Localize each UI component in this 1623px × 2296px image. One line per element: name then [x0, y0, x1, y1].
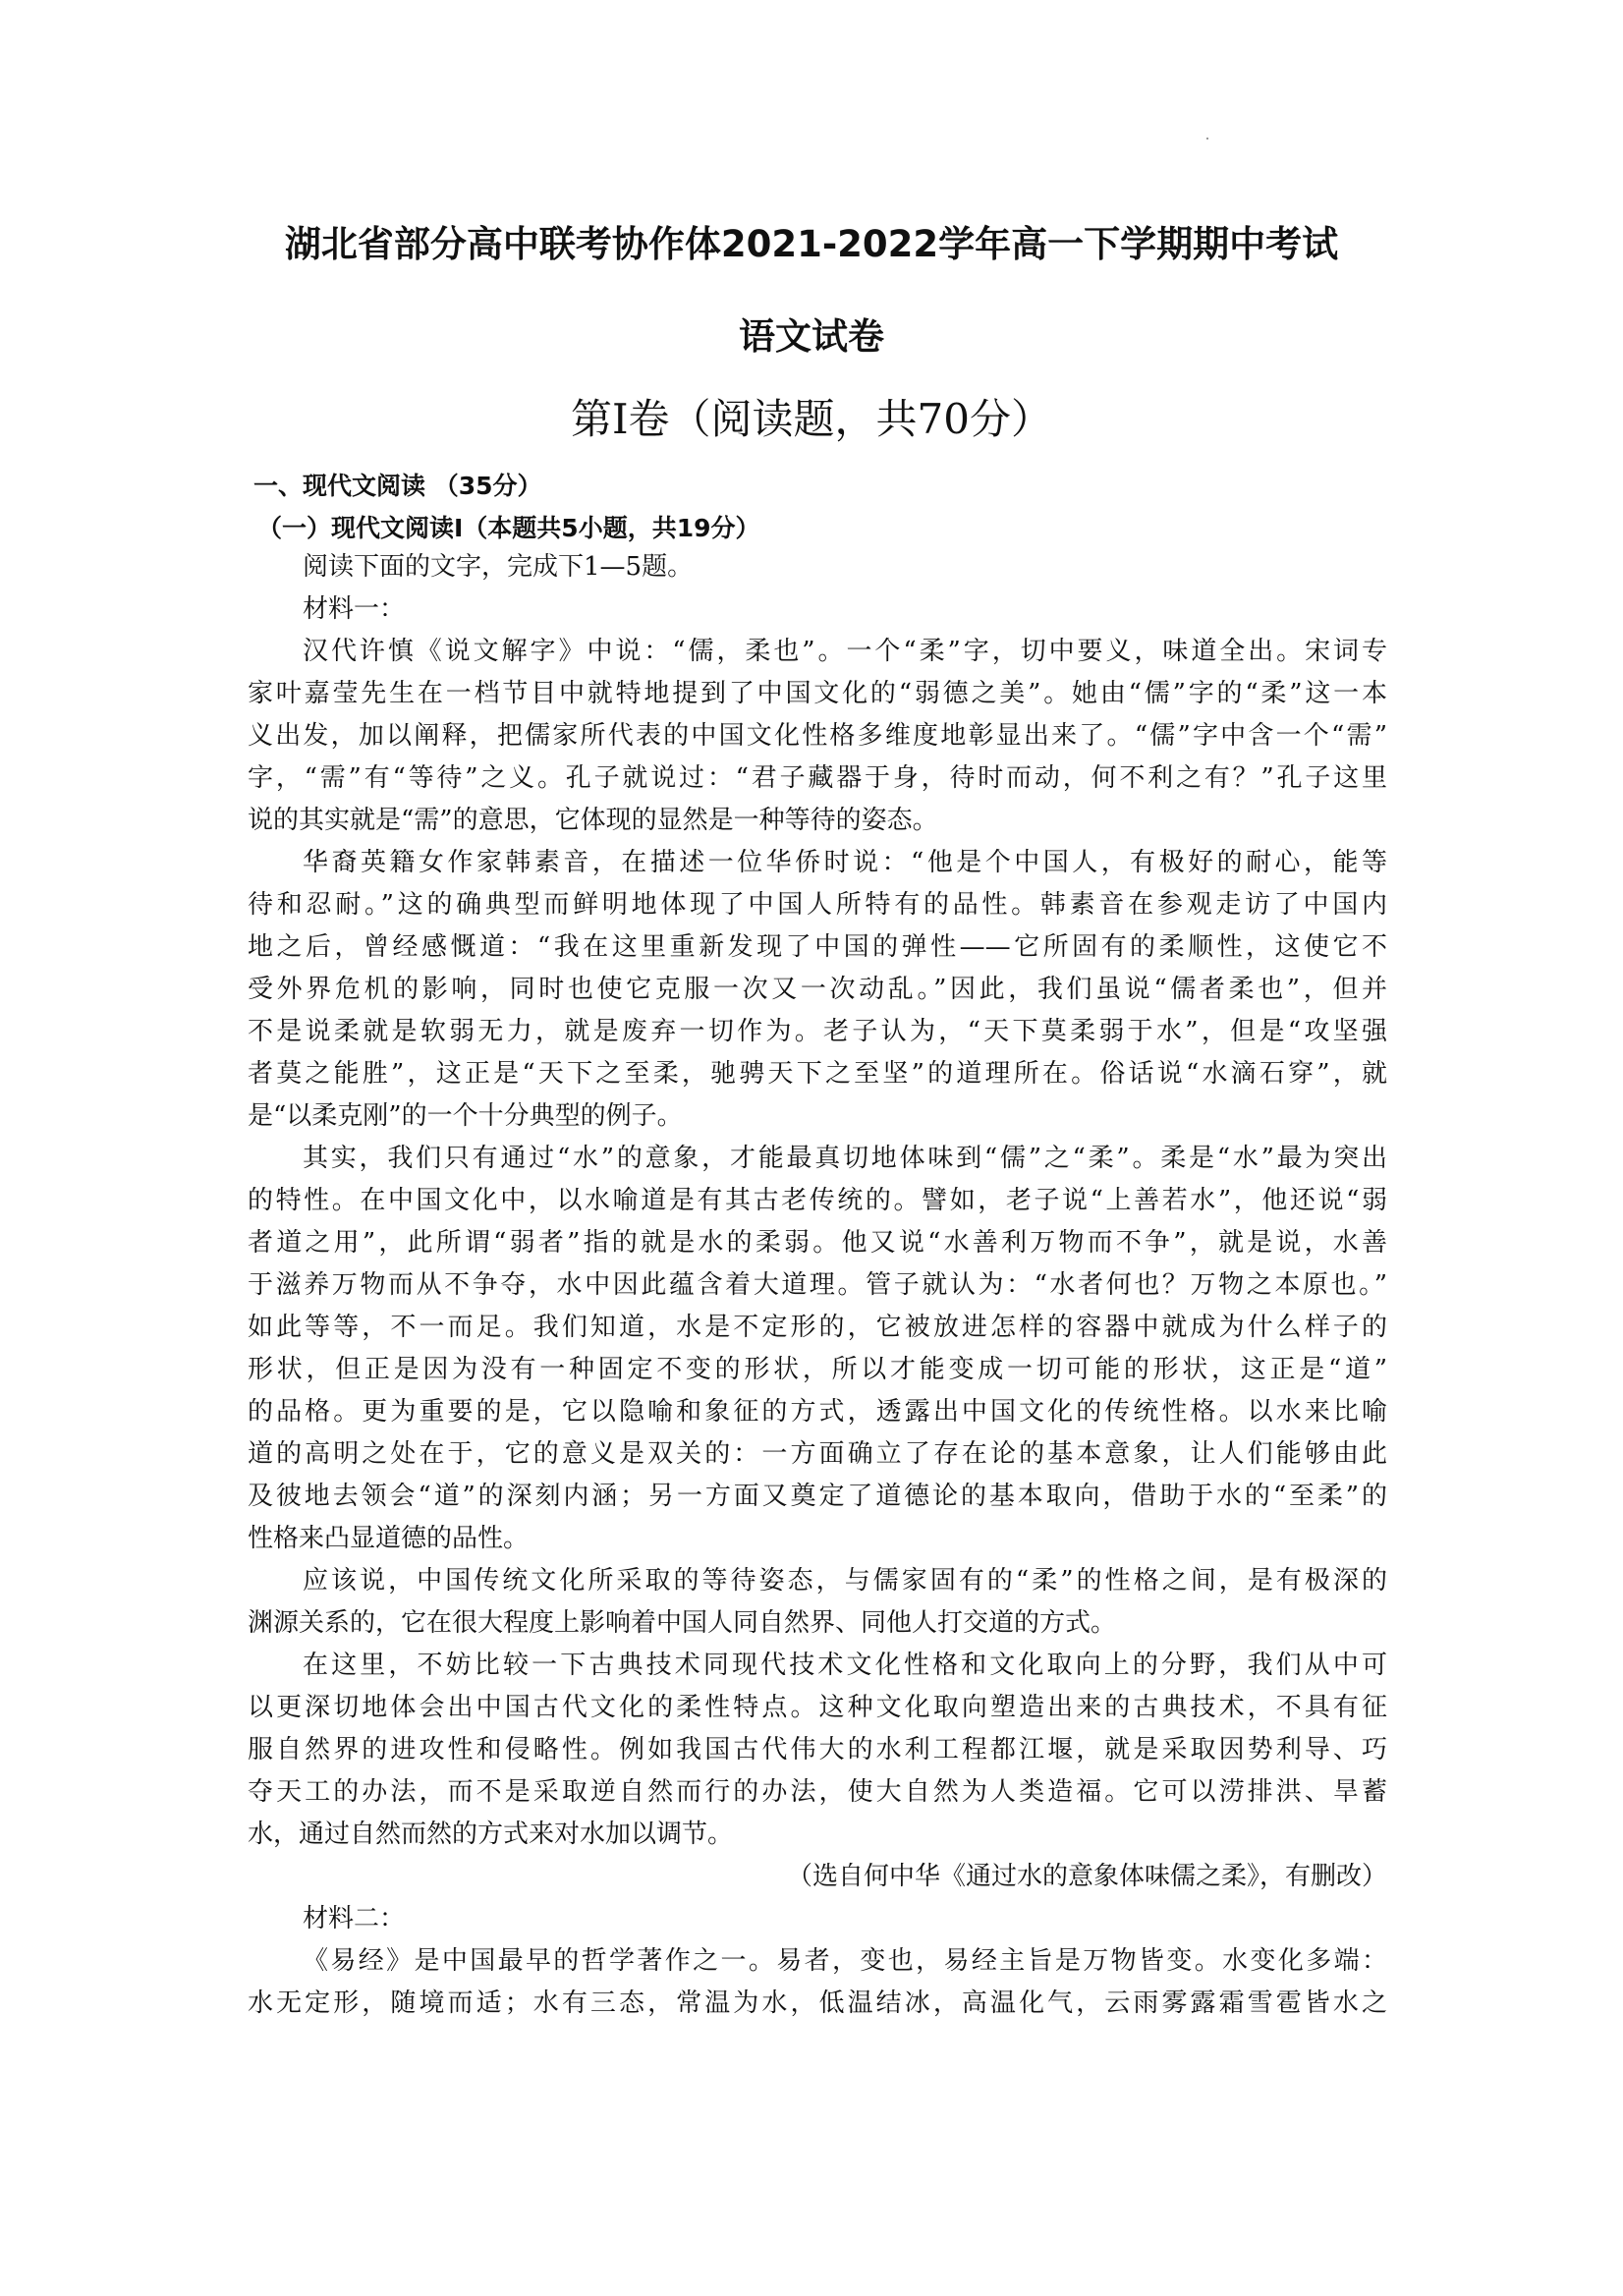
text-line: 的特性。在中国文化中，以水喻道是有其古老传统的。譬如，老子说“上善若水”，他还说“弱 [248, 1186, 1387, 1215]
text-line: 夺天工的办法，而不是采取逆自然而行的办法，使大自然为人类造福。它可以涝排洪、旱蓄 [248, 1777, 1387, 1807]
text-line: 其实，我们只有通过“水”的意象，才能最真切地体味到“儒”之“柔”。柔是“水”最为突出 [303, 1144, 1387, 1173]
text-line: 义出发，加以阐释，把儒家所代表的中国文化性格多维度地彰显出来了。“儒”字中含一个“需” [248, 721, 1387, 751]
text-line: 于滋养万物而从不争夺，水中因此蕴含着大道理。管子就认为：“水者何也？万物之本原也。” [248, 1270, 1387, 1300]
material-label: 材料二： [303, 1904, 406, 1933]
text-line: 汉代许慎《说文解字》中说：“儒，柔也”。一个“柔”字，切中要义，味道全出。宋词专 [303, 637, 1387, 666]
text-line: 如此等等，不一而足。我们知道，水是不定形的，它被放进怎样的容器中就成为什么样子的 [248, 1313, 1387, 1342]
material-label: 材料一： [303, 594, 406, 624]
section-heading: 一、现代文阅读 （35分） [253, 472, 542, 500]
text-line: 以更深切地体会出中国古代文化的柔性特点。这种文化取向塑造出来的古典技术，不具有征 [248, 1693, 1387, 1722]
text-line: 待和忍耐。”这的确典型而鲜明地体现了中国人所特有的品性。韩素音在参观走访了中国内 [248, 890, 1387, 920]
text-line: 《易经》是中国最早的哲学著作之一。易者，变也，易经主旨是万物皆变。水变化多端： [303, 1946, 1387, 1976]
exam-title: 湖北省部分高中联考协作体2021-2022学年高一下学期期中考试 [284, 223, 1339, 265]
subsection-heading: （一）现代文阅读Ⅰ（本题共5小题，共19分） [257, 514, 760, 542]
text-line: 及彼地去领会“道”的深刻内涵；另一方面又奠定了道德论的基本取向，借助于水的“至柔”的 [248, 1482, 1387, 1511]
text-line: 地之后，曾经感慨道：“我在这里重新发现了中国的弹性——它所固有的柔顺性，这使它不 [248, 932, 1387, 962]
part-title: 第Ⅰ卷（阅读题，共70分） [570, 395, 1053, 443]
text-line: 者道之用”，此所谓“弱者”指的就是水的柔弱。他又说“水善利万物而不争”，就是说，水善 [248, 1228, 1387, 1258]
exam-subtitle: 语文试卷 [739, 315, 884, 358]
text-line: 在这里，不妨比较一下古典技术同现代技术文化性格和文化取向上的分野，我们从中可 [303, 1651, 1387, 1680]
text-line: 道的高明之处在于，它的意义是双关的：一方面确立了存在论的基本意象，让人们能够由此 [248, 1439, 1387, 1469]
text-line: 华裔英籍女作家韩素音，在描述一位华侨时说：“他是个中国人，有极好的耐心，能等 [303, 848, 1387, 877]
text-line: 受外界危机的影响，同时也使它克服一次又一次动乱。”因此，我们虽说“儒者柔也”，但并 [248, 975, 1387, 1004]
text-line: 字，“需”有“等待”之义。孔子就说过：“君子藏器于身，待时而动，何不利之有？”孔子这里 [248, 763, 1387, 793]
text-line: 性格来凸显道德的品性。 [248, 1524, 530, 1553]
source-citation: （选自何中华《通过水的意象体味儒之柔》，有删改） [786, 1862, 1387, 1891]
text-line: 者莫之能胜”，这正是“天下之至柔，驰骋天下之至坚”的道理所在。俗话说“水滴石穿”，就 [248, 1059, 1387, 1089]
text-line: 水无定形，随境而适；水有三态，常温为水，低温结冰，高温化气，云雨雾露霜雪雹皆水之 [248, 1988, 1387, 2018]
text-line: 是“以柔克刚”的一个十分典型的例子。 [248, 1101, 683, 1131]
text-line: 的品格。更为重要的是，它以隐喻和象征的方式，透露出中国文化的传统性格。以水来比喻 [248, 1397, 1387, 1427]
instruction-line: 阅读下面的文字，完成下1—5题。 [303, 552, 694, 582]
text-line: 不是说柔就是软弱无力，就是废弃一切作为。老子认为，“天下莫柔弱于水”，但是“攻坚强 [248, 1017, 1387, 1046]
scan-speck [1206, 138, 1208, 140]
text-line: 服自然界的进攻性和侵略性。例如我国古代伟大的水利工程都江堰，就是采取因势利导、巧 [248, 1735, 1387, 1764]
text-line: 渊源关系的，它在很大程度上影响着中国人同自然界、同他人打交道的方式。 [248, 1608, 1117, 1638]
text-line: 说的其实就是“需”的意思，它体现的显然是一种等待的姿态。 [248, 806, 938, 835]
text-line: 形状，但正是因为没有一种固定不变的形状，所以才能变成一切可能的形状，这正是“道” [248, 1355, 1387, 1384]
text-line: 应该说，中国传统文化所采取的等待姿态，与儒家固有的“柔”的性格之间，是有极深的 [303, 1566, 1387, 1596]
text-line: 水，通过自然而然的方式来对水加以调节。 [248, 1820, 734, 1849]
text-line: 家叶嘉莹先生在一档节目中就特地提到了中国文化的“弱德之美”。她由“儒”字的“柔”这一本 [248, 679, 1387, 708]
